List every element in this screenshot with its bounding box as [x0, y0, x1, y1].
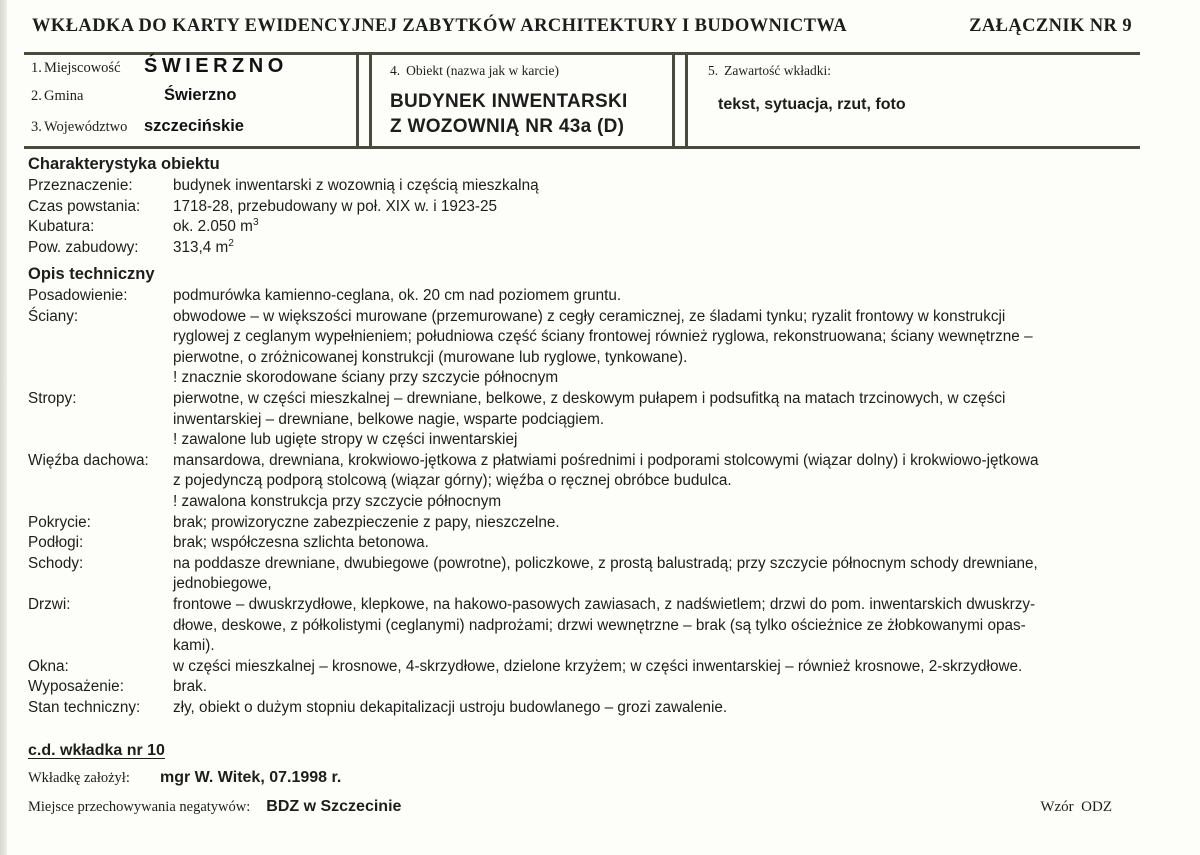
form-mark: Wzór ODZ — [1040, 799, 1112, 815]
negatives-row — [28, 798, 1140, 816]
annex-number: ZAŁĄCZNIK NR 9 — [969, 16, 1132, 36]
contents-value: tekst, sytuacja, rzut, foto — [718, 96, 906, 113]
document-title-row — [32, 16, 1140, 37]
identity-cell-object — [372, 55, 684, 148]
value-built-area-exponent: 2 — [228, 237, 234, 249]
footer-negatives-block — [28, 798, 1140, 816]
voivodeship-value: szczecińskie — [144, 117, 244, 135]
technical-term: Podłogi: — [28, 534, 84, 552]
technical-description-line: ryglowej z ceglanym wypełnieniem; południowa część ściany frontowej również ryglowa, rekonstruowana; ściany wewnętrzne – — [173, 328, 1033, 346]
technical-description — [173, 595, 1140, 657]
technical-row — [28, 533, 1140, 554]
technical-row — [28, 389, 1140, 451]
technical-description — [173, 657, 1140, 678]
technical-row — [28, 595, 1140, 657]
value-volume-exponent: 3 — [252, 217, 259, 229]
technical-term: Drzwi: — [28, 595, 71, 613]
value-creation-time: 1718-28, przebudowany w poł. XIX w. i 1923-25 — [173, 197, 497, 215]
object-label: Obiekt (nazwa jak w karcie) — [406, 63, 560, 78]
row-number: 3. — [31, 119, 42, 135]
row-number: 2. — [31, 88, 42, 104]
technical-description — [173, 554, 1140, 595]
value-purpose: budynek inwentarski z wozownią i częścią mieszkalną — [173, 177, 539, 194]
technical-row — [28, 307, 1140, 389]
technical-description-line: brak; współczesna szlichta betonowa. — [173, 534, 429, 552]
technical-description-line: jednobiegowe, — [173, 575, 272, 593]
row-label: Województwo — [44, 119, 128, 135]
scan-edge — [0, 0, 7, 855]
document-sheet — [24, 0, 1140, 855]
row-label: Gmina — [44, 88, 84, 104]
technical-term: Więźba dachowa: — [28, 451, 149, 469]
characteristics-row — [28, 176, 1140, 197]
locality-value: ŚWIERZNO — [144, 55, 288, 77]
term-built-area: Pow. zabudowy: — [28, 238, 139, 256]
technical-warning-note: ! zawalone lub ugięte stropy w części inwentarskiej — [173, 431, 518, 449]
technical-row — [28, 677, 1140, 698]
technical-term: Ściany: — [28, 307, 79, 325]
value-built-area-text: 313,4 m — [173, 238, 229, 256]
technical-description-line: zły, obiekt o dużym stopniu dekapitalizacji ustroju budowlanego – grozi zawalenie. — [173, 698, 728, 716]
founder-value: mgr W. Witek, 07.1998 r. — [160, 769, 342, 786]
identity-row-locality — [24, 55, 374, 86]
contents-header — [708, 55, 1140, 79]
row-number: 4. — [390, 63, 401, 78]
continuation-note: c.d. wkładka nr 10 — [28, 742, 165, 759]
founder-label: Wkładkę założył: — [28, 770, 130, 786]
page-title: WKŁADKA DO KARTY EWIDENCYJNEJ ZABYTKÓW ARCHITEKTURY I BUDOWNICTWA — [32, 16, 847, 36]
term-volume: Kubatura: — [28, 218, 95, 236]
technical-title: Opis techniczny — [28, 265, 155, 283]
continuation-note-wrap — [28, 742, 1140, 760]
characteristics-row — [28, 197, 1140, 218]
technical-list — [28, 286, 1140, 718]
technical-description — [173, 451, 1140, 513]
technical-description-line: dłowe, deskowe, z półkolistymi (ceglanymi) nadprożami; drzwi wewnętrzne – brak (są tylko ościeżnice ze żłobkowanymi opas- — [173, 616, 1026, 634]
technical-description-line: pierwotne, o zróżnicowanej konstrukcji (murowane lub ryglowe, tynkowane). — [173, 348, 688, 366]
characteristics-row — [28, 217, 1140, 238]
characteristics-list — [28, 176, 1140, 258]
technical-warning-note: ! znacznie skorodowane ściany przy szczycie północnym — [173, 369, 559, 387]
technical-term: Wyposażenie: — [28, 678, 124, 696]
negatives-value: BDZ w Szczecinie — [266, 798, 402, 815]
technical-description-line: na poddasze drewniane, dwubiegowe (powrotne), policzkowe, z prostą balustradą; przy szczycie północnym schody drewniane, — [173, 554, 1038, 572]
identity-cell-contents — [688, 55, 1140, 148]
technical-row — [28, 286, 1140, 307]
technical-description-line: mansardowa, drewniana, krokwiowo-jętkowa z płatwiami pośrednimi i podporami stolcowymi (wiązar dolny) i krokwiowo-jętkowa — [173, 451, 1039, 469]
founder-row — [28, 760, 1140, 787]
identity-cell-location — [24, 55, 374, 148]
object-name-line-2: Z WOZOWNIĄ NR 43a (D) — [390, 116, 625, 137]
characteristics-row — [28, 238, 1140, 259]
value-volume — [173, 217, 1140, 238]
term-purpose: Przeznaczenie: — [28, 177, 133, 194]
technical-description-line: kami). — [173, 637, 215, 655]
technical-term: Posadowienie: — [28, 287, 128, 304]
commune-value: Świerzno — [164, 86, 237, 104]
technical-row — [28, 554, 1140, 595]
technical-row — [28, 513, 1140, 534]
technical-term: Schody: — [28, 554, 84, 572]
term-creation-time: Czas powstania: — [28, 197, 141, 215]
value-built-area — [173, 238, 1140, 259]
contents-label: Zawartość wkładki: — [724, 63, 831, 78]
negatives-label: Miejsce przechowywania negatywów: — [28, 799, 251, 815]
value-volume-text: ok. 2.050 m — [173, 218, 253, 236]
technical-row — [28, 451, 1140, 513]
technical-description — [173, 677, 1140, 698]
row-number: 1. — [31, 60, 42, 76]
identity-table — [24, 55, 1140, 148]
footer-continuation-block — [28, 742, 1140, 787]
technical-term: Pokrycie: — [28, 513, 91, 531]
technical-description — [173, 533, 1140, 554]
technical-description-line: w części mieszkalnej – krosnowe, 4-skrzydłowe, dzielone krzyżem; w części inwentarskiej – również krosnowe, 2-skrzydłowe. — [173, 657, 1023, 675]
technical-description-line: frontowe – dwuskrzydłowe, klepkowe, na hakowo-pasowych zawiasach, z nadświetlem; drzwi do pom. inwentarskich dwuskrzy- — [173, 595, 1036, 613]
technical-description-line: z pojedynczą podporą stolcową (wiązar górny); więźba o ręcznej obróbce budulca. — [173, 472, 732, 490]
row-number: 5. — [708, 63, 719, 78]
negatives-left — [28, 798, 401, 816]
technical-description — [173, 307, 1140, 389]
identity-row-commune — [24, 86, 374, 117]
technical-description-line: brak; prowizoryczne zabezpieczenie z papy, nieszczelne. — [173, 513, 560, 531]
technical-description — [173, 389, 1140, 451]
technical-description-line: podmurówka kamienno-ceglana, ok. 20 cm nad poziomem gruntu. — [173, 287, 622, 304]
technical-row — [28, 698, 1140, 719]
identity-row-voivodeship — [24, 117, 374, 148]
characteristics-title: Charakterystyka obiektu — [28, 155, 220, 173]
technical-description-line: brak. — [173, 678, 208, 696]
technical-row — [28, 657, 1140, 678]
technical-description-line: pierwotne, w części mieszkalnej – drewniane, belkowe, z deskowym pułapem i podsufitką na matach trzcinowych, w części — [173, 389, 1006, 407]
row-label: Miejscowość — [44, 60, 121, 76]
technical-term: Stan techniczny: — [28, 698, 141, 716]
technical-term: Stropy: — [28, 389, 77, 407]
object-name — [390, 79, 684, 139]
technical-term: Okna: — [28, 657, 69, 675]
object-name-line-1: BUDYNEK INWENTARSKI — [390, 91, 628, 112]
technical-warning-note: ! zawalona konstrukcja przy szczycie północnym — [173, 492, 502, 510]
technical-description — [173, 286, 1140, 307]
technical-description — [173, 698, 1140, 719]
technical-description-line: obwodowe – w większości murowane (przemurowane) z cegły ceramicznej, ze śladami tynku; ryzalit frontowy w konstrukcji — [173, 307, 1006, 325]
technical-description-line: inwentarskiej – drewniane, belkowe nagie, wsparte podciągiem. — [173, 410, 605, 428]
technical-description — [173, 513, 1140, 534]
object-header — [390, 55, 684, 79]
